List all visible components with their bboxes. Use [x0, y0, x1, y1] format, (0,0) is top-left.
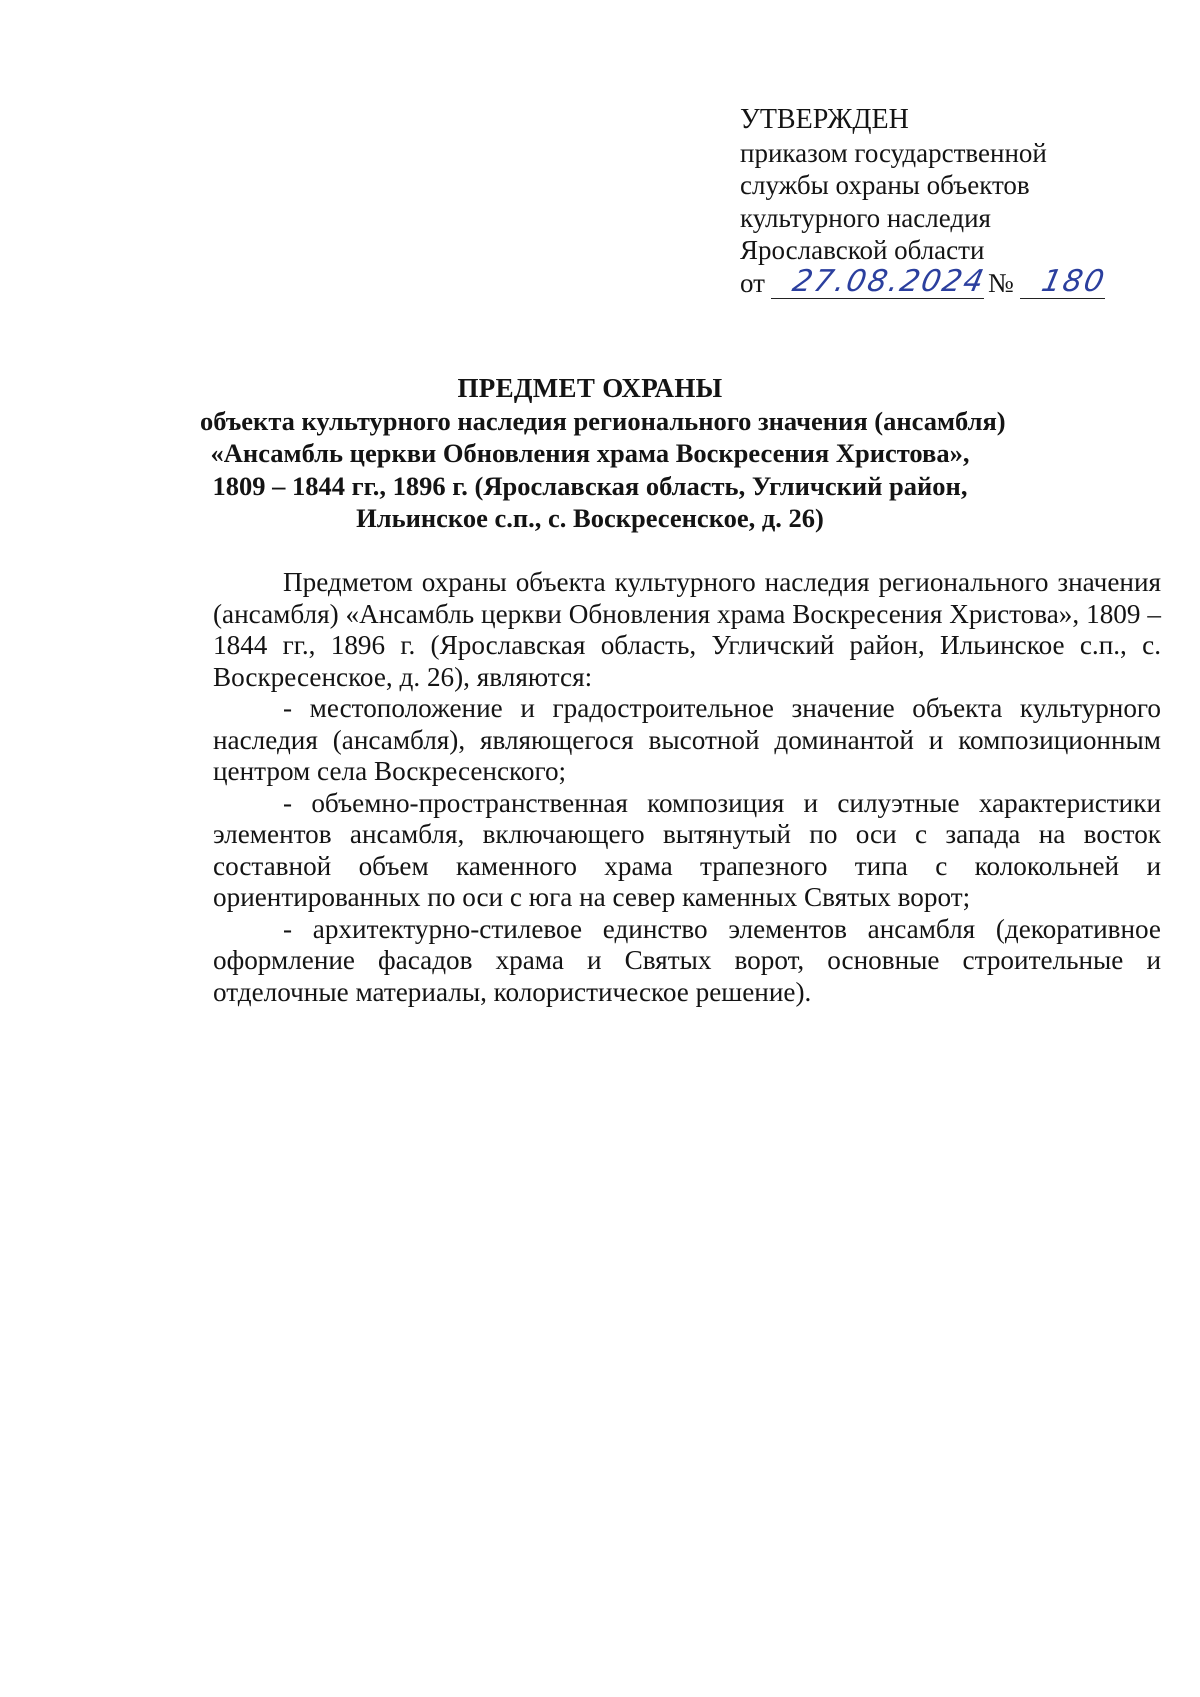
handwritten-number: 180	[1038, 264, 1109, 299]
approval-heading: УТВЕРЖДЕН	[740, 104, 909, 135]
document-title	[200, 372, 1006, 535]
title-main: ПРЕДМЕТ ОХРАНЫ	[457, 373, 723, 403]
title-line-3: 1809 – 1844 гг., 1896 г. (Ярославская область, Угличский район,	[212, 470, 968, 501]
title-line-1: объекта культурного наследия регионального значения (ансамбля)	[200, 405, 1006, 436]
from-label: от	[740, 267, 765, 298]
date-field	[771, 264, 989, 299]
approval-date-number-line	[740, 264, 1140, 301]
document-body	[213, 567, 1161, 1008]
body-paragraph-intro: Предметом охраны объекта культурного наследия регионального значения (ансамбля) «Ансамбль церкви Обновления храма Воскресения Христова», 1809 – 1844 гг., 1896 г. (Ярославская область, Угличский район, Ильинское с.п., с. Воскресенское, д. 26), являются:	[213, 567, 1161, 692]
approval-line-3: культурного наследия	[740, 202, 991, 233]
approval-line-2: службы охраны объектов	[740, 170, 1030, 200]
number-label: №	[987, 267, 1014, 298]
approval-stamp-block	[740, 104, 1140, 301]
handwritten-date: 27.08.2024	[789, 264, 989, 299]
number-field	[1020, 264, 1109, 299]
approval-line-1: приказом государственной	[740, 137, 1047, 168]
body-paragraph-composition: - объемно-пространственная композиция и силуэтные характеристики элементов ансамбля, включающего вытянутый по оси с запада на восток составной объем каменного храма трапезного типа с колокольней и ориентированных по оси с юга на север каменных Святых ворот;	[213, 787, 1161, 912]
title-line-4: Ильинское с.п., с. Воскресенское, д. 26)	[356, 503, 824, 533]
body-paragraph-style: - архитектурно-стилевое единство элементов ансамбля (декоративное оформление фасадов храма и Святых ворот, основные строительные и отделочные материалы, колористическое решение).	[213, 913, 1161, 1007]
approval-line-4: Ярославской области	[740, 235, 985, 265]
body-paragraph-location: - местоположение и градостроительное значение объекта культурного наследия (ансамбля), являющегося высотной доминантой и композиционным центром села Воскресенского;	[213, 693, 1161, 786]
title-line-2: «Ансамбль церкви Обновления храма Воскресения Христова»,	[210, 438, 970, 468]
